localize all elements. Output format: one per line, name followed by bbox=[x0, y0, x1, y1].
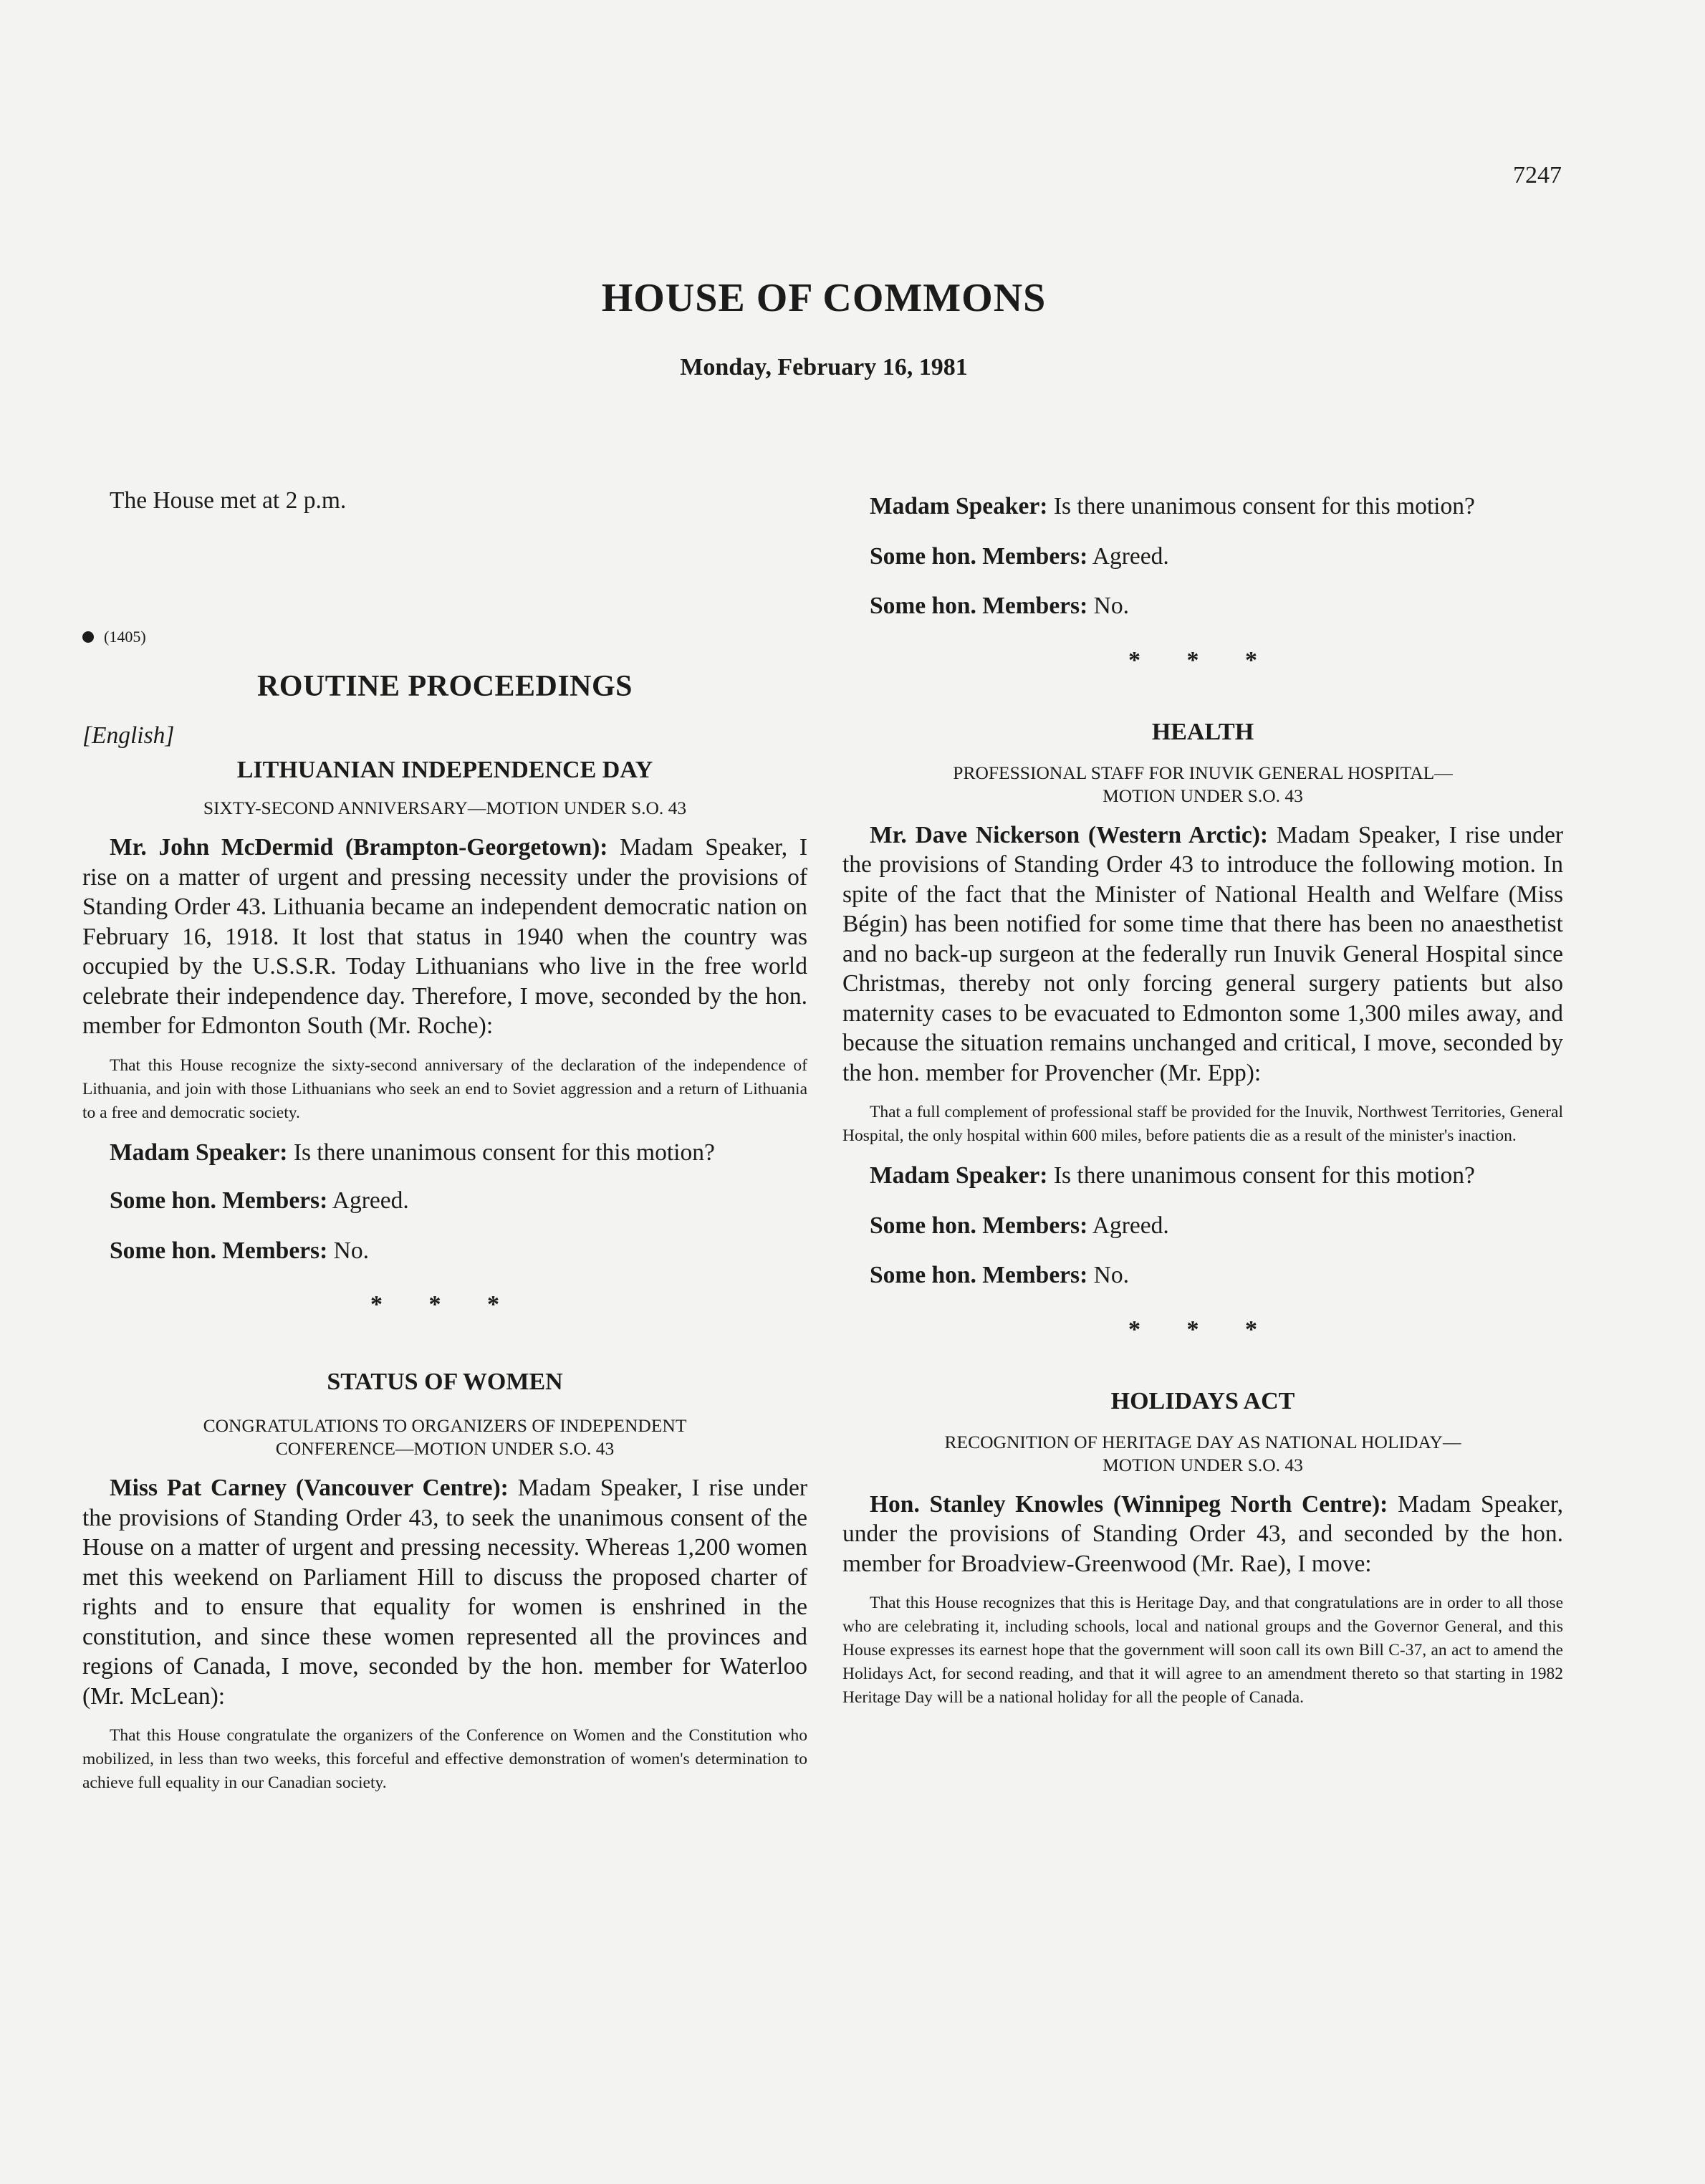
right-column bbox=[842, 492, 1563, 1710]
speaker-name: Madam Speaker: bbox=[110, 1139, 288, 1166]
question-text: Is there unanimous consent for this motion? bbox=[1047, 493, 1475, 519]
rubric-heading: ROUTINE PROCEEDINGS bbox=[256, 670, 633, 703]
speaker-question bbox=[82, 1138, 807, 1168]
subject-heading: HEALTH bbox=[1151, 718, 1254, 745]
members-response bbox=[842, 591, 1563, 621]
speech bbox=[842, 1490, 1563, 1579]
left-column bbox=[82, 487, 807, 1795]
response-text: Agreed. bbox=[327, 1187, 409, 1214]
response-text: Agreed. bbox=[1087, 1212, 1169, 1239]
members-response bbox=[82, 1236, 807, 1266]
section-separator: * * * bbox=[1128, 1316, 1277, 1343]
speech bbox=[842, 820, 1563, 1088]
members-response bbox=[842, 1260, 1563, 1290]
subheading-line: PROFESSIONAL STAFF FOR INUVIK GENERAL HOSPITAL— bbox=[953, 762, 1453, 783]
speaker-question bbox=[842, 1161, 1563, 1191]
speaker-name: Mr. John McDermid (Brampton-Georgetown): bbox=[110, 834, 608, 861]
language-tag: [English] bbox=[82, 722, 175, 749]
question-text: Is there unanimous consent for this motion? bbox=[287, 1139, 715, 1166]
speech-text: Madam Speaker, I rise on a matter of urgent and pressing necessity under the provisions of Standing Order 43. Lithuania became an independent democratic nation on February 16, 1918. It lost that status in 1940 when the country was occupied by the U.S.S.R. Today Lithuanians who live in the free world celebrate their independence day. Therefore, I move, seconded by the hon. member for Edmonton South (Mr. Roche): bbox=[82, 834, 807, 1039]
subject-subheading: SIXTY-SECOND ANNIVERSARY—MOTION UNDER S.O. 43 bbox=[203, 798, 687, 818]
response-text: No. bbox=[1087, 593, 1129, 619]
speaker-name: Madam Speaker: bbox=[870, 493, 1048, 519]
meeting-time: The House met at 2 p.m. bbox=[110, 487, 347, 514]
subject-subheading bbox=[842, 762, 1563, 808]
page-title: HOUSE OF COMMONS bbox=[601, 276, 1047, 320]
subheading-line: MOTION UNDER S.O. 43 bbox=[1103, 1454, 1303, 1475]
speaker-name: Miss Pat Carney (Vancouver Centre): bbox=[110, 1475, 509, 1501]
members-response bbox=[842, 542, 1563, 572]
subject-subheading bbox=[842, 1431, 1563, 1477]
speaker-name: Some hon. Members: bbox=[870, 593, 1088, 619]
speaker-name: Mr. Dave Nickerson (Western Arctic): bbox=[870, 821, 1269, 848]
motion-text: That this House congratulate the organizers of the Conference on Women and the Constitution who mobilized, in less than two weeks, this forceful and effective demonstration of women's determination to achieve full equality in our Canadian society. bbox=[82, 1726, 807, 1792]
subject-heading: STATUS OF WOMEN bbox=[327, 1369, 563, 1395]
timestamp bbox=[82, 628, 807, 646]
subject-heading: LITHUANIAN INDEPENDENCE DAY bbox=[236, 757, 653, 783]
section-separator: * * * bbox=[1128, 646, 1277, 674]
response-text: Agreed. bbox=[1087, 542, 1169, 570]
bullet-icon bbox=[82, 631, 94, 643]
speaker-name: Some hon. Members: bbox=[110, 1187, 328, 1214]
speaker-name: Hon. Stanley Knowles (Winnipeg North Centre): bbox=[870, 1490, 1388, 1518]
speech bbox=[82, 833, 807, 1041]
timestamp-text: (1405) bbox=[104, 628, 146, 646]
speech-text: Madam Speaker, I rise under the provisions of Standing Order 43 to introduce the following motion. In spite of the fact that the Minister of National Health and Welfare (Miss Bégin) has been notified for some time that there has been no anaesthetist and no back-up surgeon at the federally run Inuvik General Hospital since Christmas, thereby not only forcing general surgery patients but also maternity cases to be evacuated to Edmonton some 1,300 miles away, and because the situation remains unchanged and critical, I move, seconded by the hon. member for Provencher (Mr. Epp): bbox=[842, 821, 1563, 1086]
motion-text: That this House recognize the sixty-second anniversary of the declaration of the independence of Lithuania, and join with those Lithuanians who seek an end to Soviet aggression and a return of Lithuania to a free and democratic society. bbox=[82, 1055, 807, 1122]
motion-text: That this House recognizes that this is Heritage Day, and that congratulations are in order to all those who are celebrating it, including schools, local and national groups and the Governor General, and this House expresses its earnest hope that the government will soon call its own Bill C-37, an act to amend the Holidays Act, for second reading, and that it will agree to an amendment thereto so that starting in 1982 Heritage Day will be a national holiday for all the people of Canada. bbox=[842, 1594, 1563, 1707]
speech-text: Madam Speaker, I rise under the provisions of Standing Order 43, to seek the unanimous consent of the House on a matter of urgent and pressing necessity. Whereas 1,200 women met this weekend on Parliament Hill to discuss the proposed charter of rights and to ensure that equality for women is enshrined in the constitution, and since these women represented all the provinces and regions of Canada, I move, seconded by the hon. member for Waterloo (Mr. McLean): bbox=[82, 1475, 807, 1710]
section-separator: * * * bbox=[370, 1291, 519, 1318]
question-text: Is there unanimous consent for this motion? bbox=[1047, 1162, 1475, 1189]
page-number: 7247 bbox=[1513, 162, 1562, 188]
motion-text: That a full complement of professional staff be provided for the Inuvik, Northwest Territories, General Hospital, the only hospital within 600 miles, before patients die as a result of the minister's inaction. bbox=[842, 1103, 1563, 1145]
subheading-line: CONFERENCE—MOTION UNDER S.O. 43 bbox=[275, 1438, 615, 1459]
sitting-date: Monday, February 16, 1981 bbox=[680, 354, 968, 380]
subject-subheading bbox=[82, 1414, 807, 1460]
subheading-line: MOTION UNDER S.O. 43 bbox=[1103, 785, 1303, 806]
subject-heading: HOLIDAYS ACT bbox=[1110, 1387, 1295, 1414]
speaker-question bbox=[842, 492, 1563, 522]
speaker-name: Some hon. Members: bbox=[870, 1262, 1088, 1288]
speaker-name: Some hon. Members: bbox=[870, 1212, 1088, 1239]
response-text: No. bbox=[327, 1237, 369, 1264]
response-text: No. bbox=[1087, 1262, 1129, 1288]
members-response bbox=[82, 1186, 807, 1216]
speaker-name: Some hon. Members: bbox=[110, 1237, 328, 1264]
speech bbox=[82, 1473, 807, 1711]
speech-text: Madam Speaker, under the provisions of Standing Order 43, and seconded by the hon. member for Broadview-Greenwood (Mr. Rae), I move: bbox=[842, 1490, 1563, 1577]
subheading-line: CONGRATULATIONS TO ORGANIZERS OF INDEPENDENT bbox=[203, 1415, 687, 1436]
subheading-line: RECOGNITION OF HERITAGE DAY AS NATIONAL HOLIDAY— bbox=[944, 1431, 1461, 1452]
members-response bbox=[842, 1211, 1563, 1241]
speaker-name: Some hon. Members: bbox=[870, 542, 1088, 570]
speaker-name: Madam Speaker: bbox=[870, 1162, 1048, 1189]
